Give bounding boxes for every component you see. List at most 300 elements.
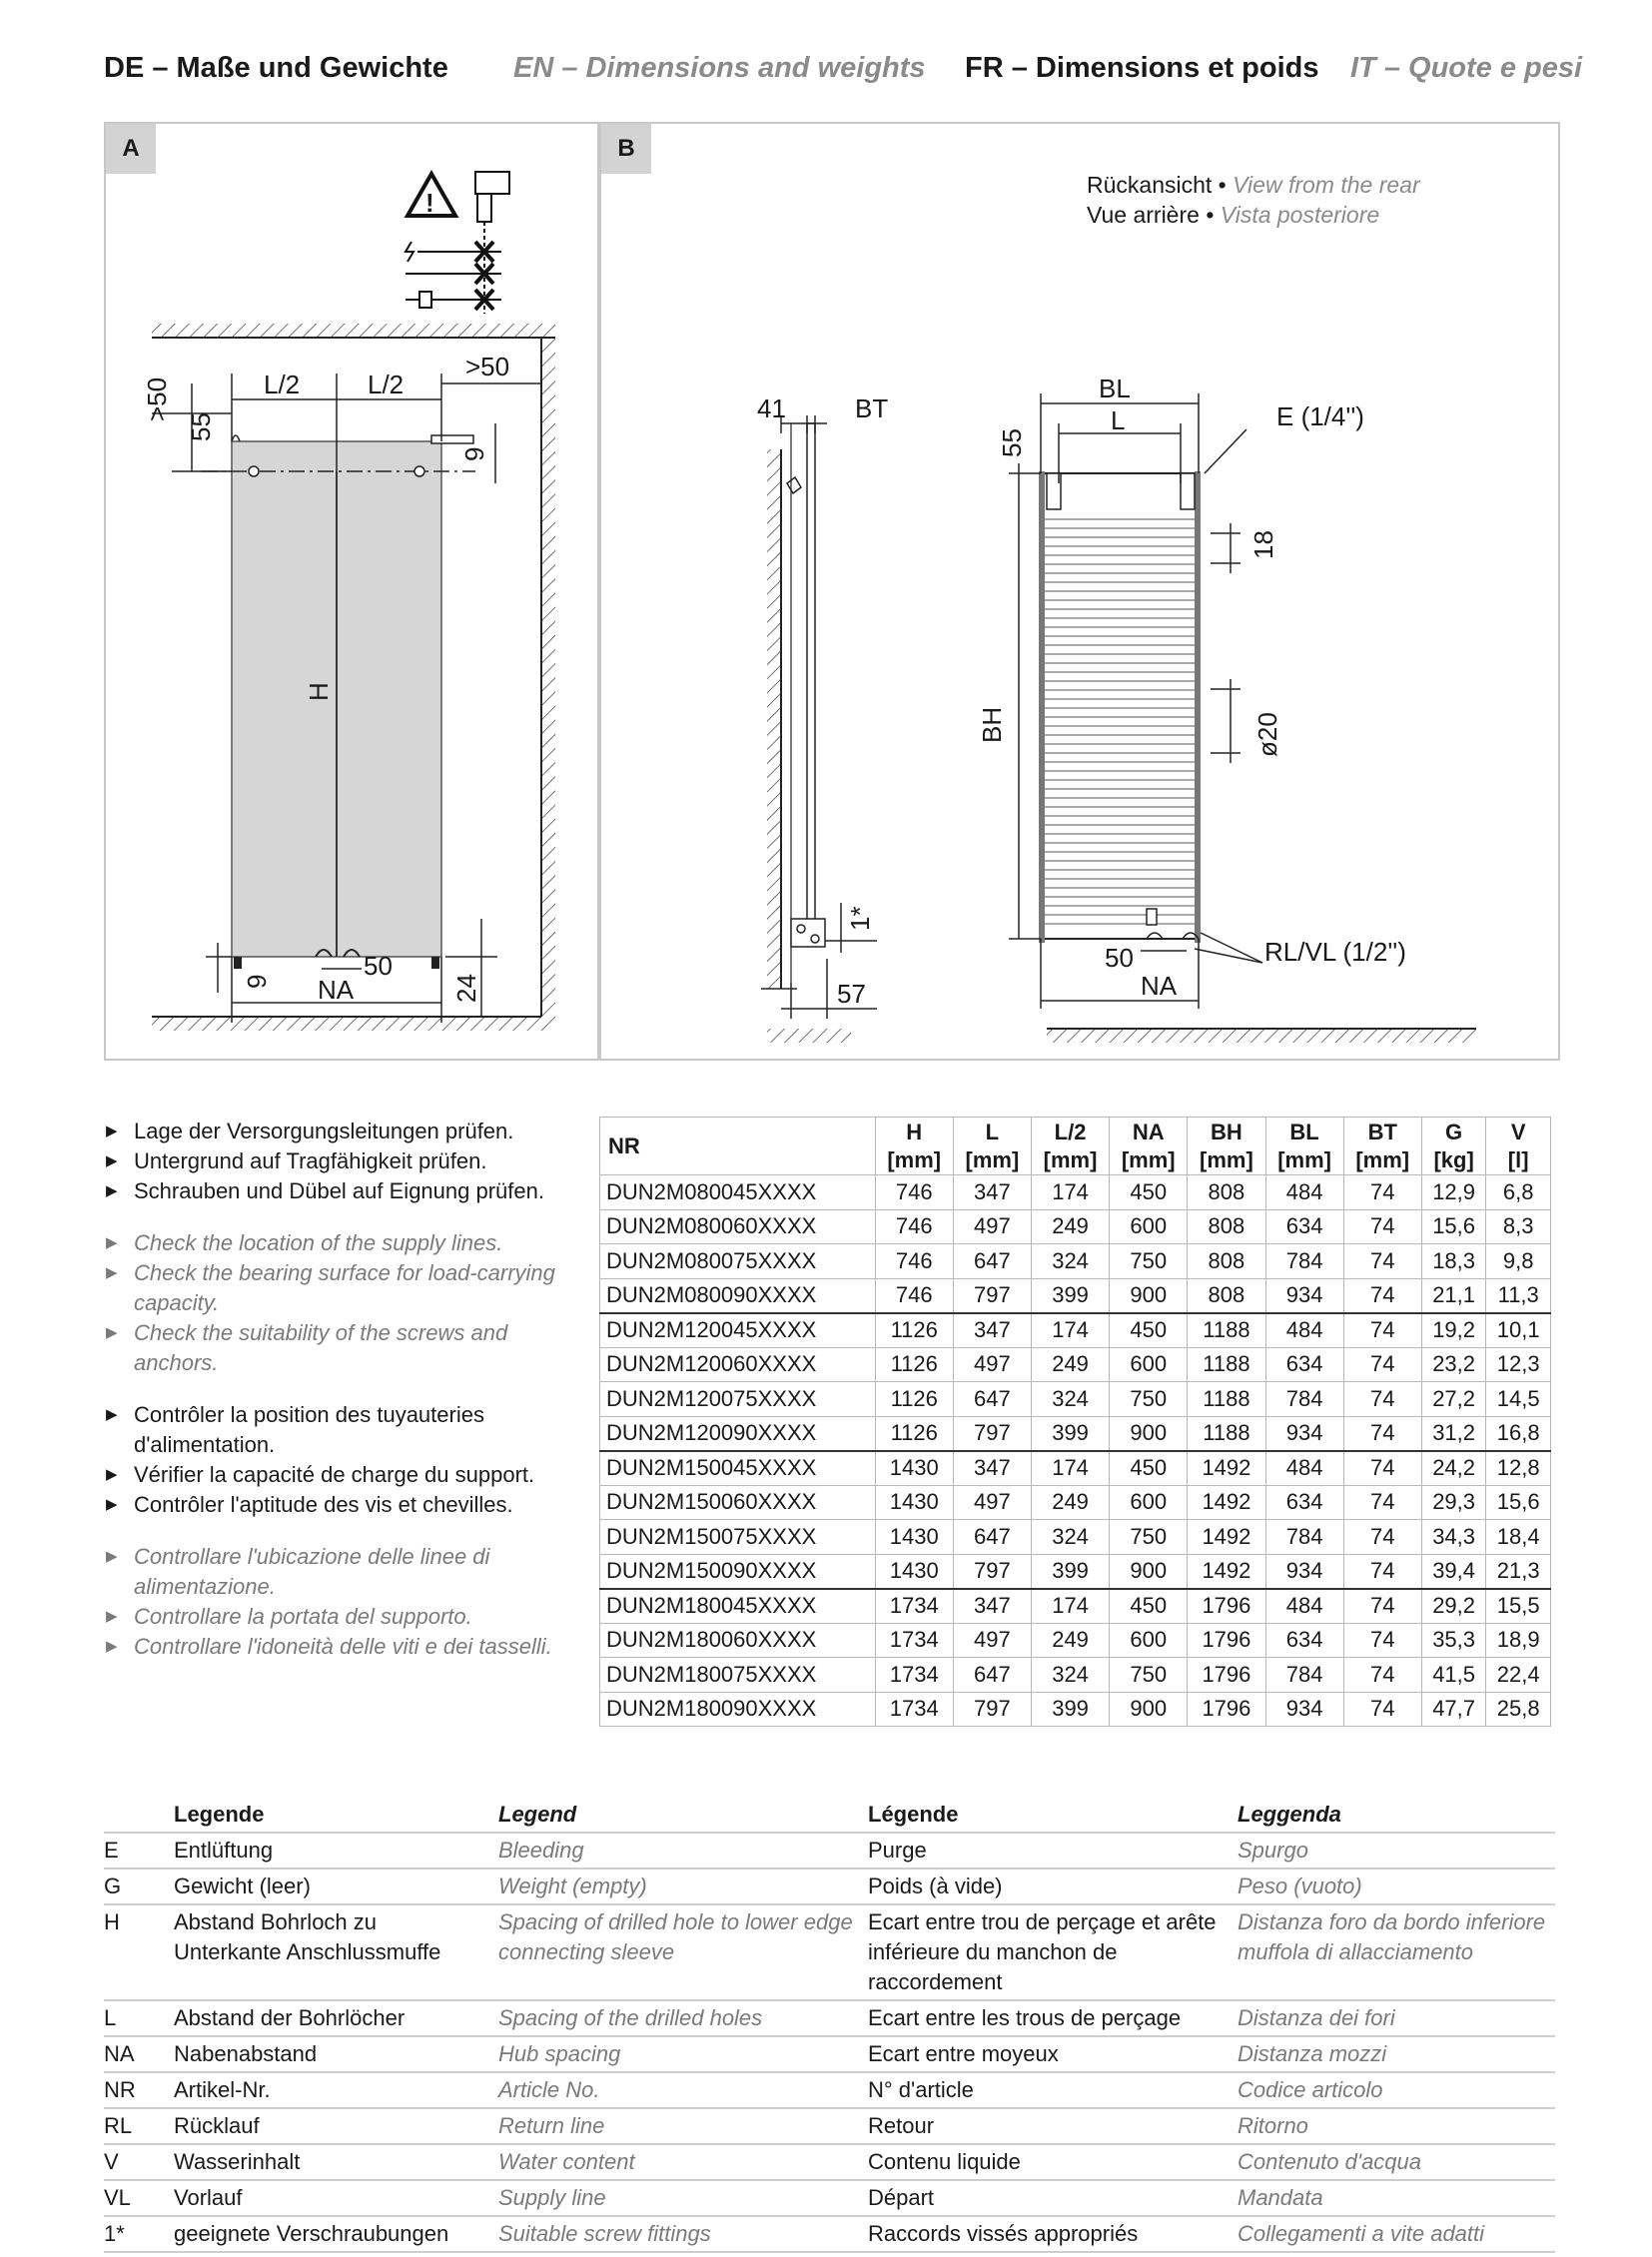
legend-key: E [104, 1833, 174, 1869]
table-cell: 10,1 [1486, 1313, 1551, 1348]
table-cell: 18,3 [1421, 1244, 1486, 1279]
legend-text: Spurgo [1238, 1833, 1555, 1869]
table-cell: 784 [1265, 1520, 1343, 1555]
dim-55: 55 [186, 412, 216, 441]
legend-text: Distanza foro da bordo inferiore muffola di allacciamento [1238, 1904, 1555, 2000]
legend-text: Ritorno [1238, 2108, 1555, 2144]
side-wall-hatch [767, 449, 781, 989]
table-cell: 450 [1110, 1451, 1188, 1486]
table-cell: 1734 [875, 1658, 953, 1693]
table-cell: 934 [1265, 1278, 1343, 1313]
column-label: NR [608, 1132, 640, 1158]
dim-na-b: NA [1141, 971, 1178, 1001]
table-cell: 21,3 [1486, 1554, 1551, 1589]
legend-key: RL [104, 2108, 174, 2144]
figure-b [599, 122, 1560, 1061]
article-number-cell: DUN2M150045XXXX [600, 1451, 876, 1486]
dim-rlvl: RL/VL (1/2'') [1264, 937, 1406, 967]
table-cell: 249 [1031, 1485, 1109, 1520]
table-cell: 1188 [1188, 1416, 1265, 1451]
table-cell: 1796 [1188, 1623, 1265, 1658]
column-unit: [l] [1507, 1146, 1529, 1172]
table-cell: 1126 [875, 1416, 953, 1451]
table-cell: 25,8 [1486, 1692, 1551, 1727]
table-cell: 19,2 [1421, 1313, 1486, 1348]
legend-text: Retour [868, 2108, 1238, 2144]
table-cell: 808 [1188, 1244, 1265, 1279]
column-label: G [1445, 1119, 1463, 1144]
table-cell: 15,6 [1421, 1209, 1486, 1244]
legend-row [104, 1869, 1555, 1904]
dim-50: 50 [364, 951, 393, 981]
legend-text: Gewicht (leer) [174, 1869, 498, 1904]
table-row [600, 1175, 1551, 1210]
legend-table [104, 1798, 1555, 2253]
article-number-cell: DUN2M180060XXXX [600, 1623, 876, 1658]
table-cell: 1430 [875, 1520, 953, 1555]
table-cell: 12,9 [1421, 1175, 1486, 1210]
table-cell: 484 [1265, 1313, 1343, 1348]
table-cell: 74 [1343, 1520, 1421, 1555]
table-cell: 74 [1343, 1347, 1421, 1382]
table-cell: 347 [953, 1175, 1031, 1210]
table-cell: 14,5 [1486, 1382, 1551, 1417]
table-row [600, 1658, 1551, 1693]
legend-text: Distanza dei fori [1238, 2000, 1555, 2036]
table-cell: 74 [1343, 1451, 1421, 1486]
column-unit: [mm] [1200, 1146, 1253, 1172]
dim-57: 57 [837, 979, 866, 1009]
legend-header-key [104, 1798, 174, 1833]
legend-text: Entlüftung [174, 1833, 498, 1869]
table-cell: 797 [953, 1692, 1031, 1727]
legend-key: NA [104, 2036, 174, 2072]
table-header-cell [1110, 1118, 1188, 1175]
instruction-item: ▶ Check the location of the supply lines. [104, 1228, 583, 1258]
floor-hatch-b [1047, 1029, 1476, 1043]
instructions [104, 1117, 583, 1684]
table-row [600, 1520, 1551, 1555]
dim-9-bottom: 9 [242, 974, 272, 989]
figure-b-label: B [601, 124, 651, 174]
table-header-cell [1031, 1118, 1109, 1175]
table-cell: 34,3 [1421, 1520, 1486, 1555]
legend-row [104, 2072, 1555, 2108]
dim-bl: BL [1099, 374, 1131, 403]
column-unit: [mm] [887, 1146, 942, 1172]
table-row [600, 1623, 1551, 1658]
table-cell: 1492 [1188, 1520, 1265, 1555]
table-cell: 9,8 [1486, 1244, 1551, 1279]
dim-na: NA [318, 975, 355, 1005]
dim-h: H [304, 682, 334, 701]
view-caption: Rückansicht • View from the rear Vue arrière • Vista posteriore [1087, 172, 1420, 228]
table-cell: 324 [1031, 1382, 1109, 1417]
legend-text: Rücklauf [174, 2108, 498, 2144]
table-row [600, 1278, 1551, 1313]
legend-key: 1* [104, 2216, 174, 2252]
column-label: BH [1211, 1119, 1242, 1144]
table-cell: 484 [1265, 1175, 1343, 1210]
table-header-cell [875, 1118, 953, 1175]
legend-text: Contenuto d'acqua [1238, 2144, 1555, 2180]
table-cell: 497 [953, 1623, 1031, 1658]
article-number-cell: DUN2M180045XXXX [600, 1589, 876, 1624]
instruction-item: ▶ Controllare la portata del supporto. [104, 1602, 583, 1632]
table-cell: 634 [1265, 1623, 1343, 1658]
legend-text: Hub spacing [498, 2036, 868, 2072]
table-cell: 74 [1343, 1589, 1421, 1624]
table-header-cell [1486, 1118, 1551, 1175]
table-cell: 47,7 [1421, 1692, 1486, 1727]
legend-text: Nabenabstand [174, 2036, 498, 2072]
table-cell: 324 [1031, 1658, 1109, 1693]
table-cell: 647 [953, 1520, 1031, 1555]
table-cell: 808 [1188, 1175, 1265, 1210]
table-cell: 1492 [1188, 1451, 1265, 1486]
article-number-cell: DUN2M120075XXXX [600, 1382, 876, 1417]
legend-key: H [104, 1904, 174, 2000]
table-header-cell [953, 1118, 1031, 1175]
dim-gt50-left: >50 [142, 376, 172, 421]
instruction-item: ▶ Contrôler la position des tuyauteries d'alimentation. [104, 1400, 583, 1460]
legend-row [104, 2036, 1555, 2072]
table-cell: 22,4 [1486, 1658, 1551, 1693]
table-cell: 1126 [875, 1382, 953, 1417]
article-number-cell: DUN2M120090XXXX [600, 1416, 876, 1451]
table-cell: 174 [1031, 1589, 1109, 1624]
table-row [600, 1244, 1551, 1279]
table-cell: 484 [1265, 1589, 1343, 1624]
view-fr: Vue arrière [1087, 202, 1200, 228]
table-cell: 29,2 [1421, 1589, 1486, 1624]
table-cell: 600 [1110, 1485, 1188, 1520]
instructions-en [104, 1228, 583, 1378]
legend-header-row [104, 1798, 1555, 1833]
article-number-cell: DUN2M080045XXXX [600, 1175, 876, 1210]
column-label: H [906, 1119, 923, 1144]
table-cell: 450 [1110, 1589, 1188, 1624]
article-number-cell: DUN2M180090XXXX [600, 1692, 876, 1727]
table-cell: 784 [1265, 1244, 1343, 1279]
table-cell: 1188 [1188, 1347, 1265, 1382]
table-header-cell [1188, 1118, 1265, 1175]
table-cell: 74 [1343, 1692, 1421, 1727]
table-cell: 808 [1188, 1209, 1265, 1244]
legend-text: Codice articolo [1238, 2072, 1555, 2108]
table-cell: 900 [1110, 1278, 1188, 1313]
figure-a-label: A [106, 124, 156, 174]
dim-41: 41 [757, 393, 786, 423]
rear-radiator [1041, 473, 1199, 939]
table-cell: 74 [1343, 1623, 1421, 1658]
legend-text: Weight (empty) [498, 1869, 868, 1904]
table-cell: 484 [1265, 1451, 1343, 1486]
legend-text: Wasserinhalt [174, 2144, 498, 2180]
table-cell: 12,3 [1486, 1347, 1551, 1382]
table-cell: 750 [1110, 1244, 1188, 1279]
table-cell: 324 [1031, 1520, 1109, 1555]
table-cell: 934 [1265, 1554, 1343, 1589]
table-cell: 24,2 [1421, 1451, 1486, 1486]
table-cell: 1188 [1188, 1382, 1265, 1417]
table-cell: 249 [1031, 1209, 1109, 1244]
header-fr: FR – Dimensions et poids [965, 52, 1319, 84]
floor-hatch-side [767, 1029, 851, 1043]
table-cell: 35,3 [1421, 1623, 1486, 1658]
table-cell: 600 [1110, 1347, 1188, 1382]
table-cell: 746 [875, 1278, 953, 1313]
legend-row [104, 2144, 1555, 2180]
table-cell: 1796 [1188, 1692, 1265, 1727]
table-header-row [600, 1118, 1551, 1175]
dim-24: 24 [451, 974, 481, 1003]
table-cell: 174 [1031, 1175, 1109, 1210]
article-number-cell: DUN2M080090XXXX [600, 1278, 876, 1313]
instruction-item: ▶ Contrôler l'aptitude des vis et chevilles. [104, 1490, 583, 1520]
table-cell: 74 [1343, 1554, 1421, 1589]
header-de: DE – Maße und Gewichte [104, 52, 448, 84]
legend-text: Ecart entre les trous de perçage [868, 2000, 1238, 2036]
table-cell: 74 [1343, 1382, 1421, 1417]
instruction-item: ▶ Check the bearing surface for load-carrying capacity. [104, 1258, 583, 1318]
article-number-cell: DUN2M150060XXXX [600, 1485, 876, 1520]
table-cell: 74 [1343, 1313, 1421, 1348]
legend-row [104, 2216, 1555, 2252]
table-cell: 497 [953, 1209, 1031, 1244]
column-unit: [mm] [1355, 1146, 1410, 1172]
legend-text: N° d'article [868, 2072, 1238, 2108]
table-cell: 1734 [875, 1623, 953, 1658]
table-cell: 746 [875, 1175, 953, 1210]
legend-text: Vorlauf [174, 2180, 498, 2216]
legend-key: G [104, 1869, 174, 1904]
view-de: Rückansicht [1087, 172, 1213, 198]
table-cell: 6,8 [1486, 1175, 1551, 1210]
column-label: V [1510, 1119, 1526, 1144]
column-unit: [mm] [965, 1146, 1020, 1172]
legend-text: Suitable screw fittings [498, 2216, 868, 2252]
dim-half-left: L/2 [264, 370, 301, 399]
table-cell: 934 [1265, 1416, 1343, 1451]
table-cell: 647 [953, 1244, 1031, 1279]
legend-row [104, 2108, 1555, 2144]
table-cell: 347 [953, 1313, 1031, 1348]
table-cell: 74 [1343, 1416, 1421, 1451]
table-cell: 347 [953, 1451, 1031, 1486]
table-cell: 746 [875, 1244, 953, 1279]
side-radiator [807, 423, 815, 941]
article-number-cell: DUN2M080060XXXX [600, 1209, 876, 1244]
table-cell: 15,5 [1486, 1589, 1551, 1624]
column-label: L [985, 1119, 1000, 1144]
article-number-cell: DUN2M120060XXXX [600, 1347, 876, 1382]
table-cell: 174 [1031, 1451, 1109, 1486]
table-row [600, 1692, 1551, 1727]
table-cell: 249 [1031, 1347, 1109, 1382]
table-cell: 797 [953, 1416, 1031, 1451]
legend-text: Return line [498, 2108, 868, 2144]
table-cell: 27,2 [1421, 1382, 1486, 1417]
table-cell: 1734 [875, 1589, 953, 1624]
table-cell: 18,4 [1486, 1520, 1551, 1555]
table-cell: 797 [953, 1554, 1031, 1589]
table-cell: 634 [1265, 1347, 1343, 1382]
instructions-fr [104, 1400, 583, 1520]
instruction-item: ▶ Untergrund auf Tragfähigkeit prüfen. [104, 1146, 583, 1176]
figure-a-drawing [106, 124, 601, 1063]
header-en: EN – Dimensions and weights [513, 52, 926, 84]
legend-key: L [104, 2000, 174, 2036]
table-cell: 15,6 [1486, 1485, 1551, 1520]
table-header-cell [1343, 1118, 1421, 1175]
table-cell: 8,3 [1486, 1209, 1551, 1244]
column-unit: [mm] [1277, 1146, 1331, 1172]
table-cell: 808 [1188, 1278, 1265, 1313]
table-row [600, 1589, 1551, 1624]
ceiling-hatch [152, 324, 555, 338]
table-header-cell [1265, 1118, 1343, 1175]
wall-hatch [541, 338, 555, 1017]
legend-text: Article No. [498, 2072, 868, 2108]
legend-header-de: Legende [174, 1798, 498, 1833]
table-cell: 74 [1343, 1278, 1421, 1313]
table-cell: 1492 [1188, 1554, 1265, 1589]
figure-a [104, 122, 599, 1061]
table-cell: 784 [1265, 1658, 1343, 1693]
header-it: IT – Quote e pesi [1350, 52, 1583, 84]
column-label: L/2 [1054, 1119, 1087, 1144]
table-row [600, 1313, 1551, 1348]
table-cell: 1734 [875, 1692, 953, 1727]
instruction-item: ▶ Check the suitability of the screws and anchors. [104, 1318, 583, 1378]
table-row [600, 1485, 1551, 1520]
table-cell: 600 [1110, 1209, 1188, 1244]
table-header-cell [1421, 1118, 1486, 1175]
column-unit: [kg] [1433, 1146, 1474, 1172]
article-number-cell: DUN2M180075XXXX [600, 1658, 876, 1693]
instructions-it [104, 1542, 583, 1662]
dim-50-b: 50 [1105, 943, 1134, 973]
table-cell: 634 [1265, 1485, 1343, 1520]
table-cell: 1430 [875, 1554, 953, 1589]
legend-body [104, 1833, 1555, 2252]
legend-key: NR [104, 2072, 174, 2108]
table-cell: 21,1 [1421, 1278, 1486, 1313]
instruction-item: ▶ Schrauben und Dübel auf Eignung prüfen. [104, 1176, 583, 1206]
table-cell: 750 [1110, 1658, 1188, 1693]
legend-row [104, 2000, 1555, 2036]
dim-bh: BH [977, 706, 1007, 743]
dim-l: L [1111, 405, 1126, 435]
table-cell: 399 [1031, 1278, 1109, 1313]
table-cell: 934 [1265, 1692, 1343, 1727]
table-cell: 1188 [1188, 1313, 1265, 1348]
table-row [600, 1554, 1551, 1589]
legend-key: V [104, 2144, 174, 2180]
table-cell: 249 [1031, 1623, 1109, 1658]
dim-55-b: 55 [997, 428, 1027, 457]
table-cell: 1126 [875, 1313, 953, 1348]
table-cell: 497 [953, 1485, 1031, 1520]
table-cell: 324 [1031, 1244, 1109, 1279]
dim-half-right: L/2 [368, 370, 405, 399]
legend-text: Spacing of drilled hole to lower edge connecting sleeve [498, 1904, 868, 2000]
table-body [600, 1175, 1551, 1727]
table-row [600, 1451, 1551, 1486]
instructions-de [104, 1117, 583, 1206]
dimensions-table [599, 1117, 1551, 1727]
legend-text: Distanza mozzi [1238, 2036, 1555, 2072]
table-cell: 74 [1343, 1175, 1421, 1210]
table-cell: 600 [1110, 1623, 1188, 1658]
table-cell: 29,3 [1421, 1485, 1486, 1520]
instruction-item: ▶ Vérifier la capacité de charge du support. [104, 1460, 583, 1490]
table-cell: 74 [1343, 1485, 1421, 1520]
table-cell: 900 [1110, 1416, 1188, 1451]
dim-dia20: ø20 [1252, 712, 1282, 757]
table-cell: 18,9 [1486, 1623, 1551, 1658]
table-row [600, 1382, 1551, 1417]
table-cell: 1126 [875, 1347, 953, 1382]
table-cell: 797 [953, 1278, 1031, 1313]
legend-text: Purge [868, 1833, 1238, 1869]
table-cell: 399 [1031, 1554, 1109, 1589]
table-cell: 750 [1110, 1520, 1188, 1555]
legend-text: Supply line [498, 2180, 868, 2216]
dim-18: 18 [1248, 530, 1278, 559]
table-cell: 450 [1110, 1313, 1188, 1348]
table-cell: 497 [953, 1347, 1031, 1382]
table-row [600, 1347, 1551, 1382]
table-cell: 16,8 [1486, 1416, 1551, 1451]
table-cell: 1492 [1188, 1485, 1265, 1520]
legend-text: Spacing of the drilled holes [498, 2000, 868, 2036]
legend-header-fr: Légende [868, 1798, 1238, 1833]
table-cell: 12,8 [1486, 1451, 1551, 1486]
article-number-cell: DUN2M120045XXXX [600, 1313, 876, 1348]
legend-text: Peso (vuoto) [1238, 1869, 1555, 1904]
legend-text: Abstand Bohrloch zu Unterkante Anschlussmuffe [174, 1904, 498, 2000]
table-cell: 750 [1110, 1382, 1188, 1417]
dim-bt: BT [855, 393, 889, 423]
table-cell: 23,2 [1421, 1347, 1486, 1382]
legend-text: Mandata [1238, 2180, 1555, 2216]
legend-text: Raccords vissés appropriés [868, 2216, 1238, 2252]
legend-row [104, 1904, 1555, 2000]
dim-gt50-top: >50 [465, 352, 510, 381]
table-cell: 634 [1265, 1209, 1343, 1244]
table-cell: 399 [1031, 1416, 1109, 1451]
column-label: BT [1367, 1119, 1397, 1144]
legend-text: Poids (à vide) [868, 1869, 1238, 1904]
article-number-cell: DUN2M080075XXXX [600, 1244, 876, 1279]
table-cell: 900 [1110, 1692, 1188, 1727]
column-unit: [mm] [1121, 1146, 1176, 1172]
table-cell: 41,5 [1421, 1658, 1486, 1693]
legend-text: Abstand der Bohrlöcher [174, 2000, 498, 2036]
legend-text: Water content [498, 2144, 868, 2180]
legend-row [104, 2180, 1555, 2216]
floor-hatch [152, 1017, 555, 1031]
legend-text: Ecart entre trou de perçage et arête inférieure du manchon de raccordement [868, 1904, 1238, 2000]
legend-row [104, 1833, 1555, 1869]
table-cell: 647 [953, 1382, 1031, 1417]
view-it: Vista posteriore [1220, 202, 1380, 228]
column-label: NA [1132, 1119, 1165, 1144]
svg-text:!: ! [425, 188, 434, 218]
warning-icon [408, 174, 455, 218]
